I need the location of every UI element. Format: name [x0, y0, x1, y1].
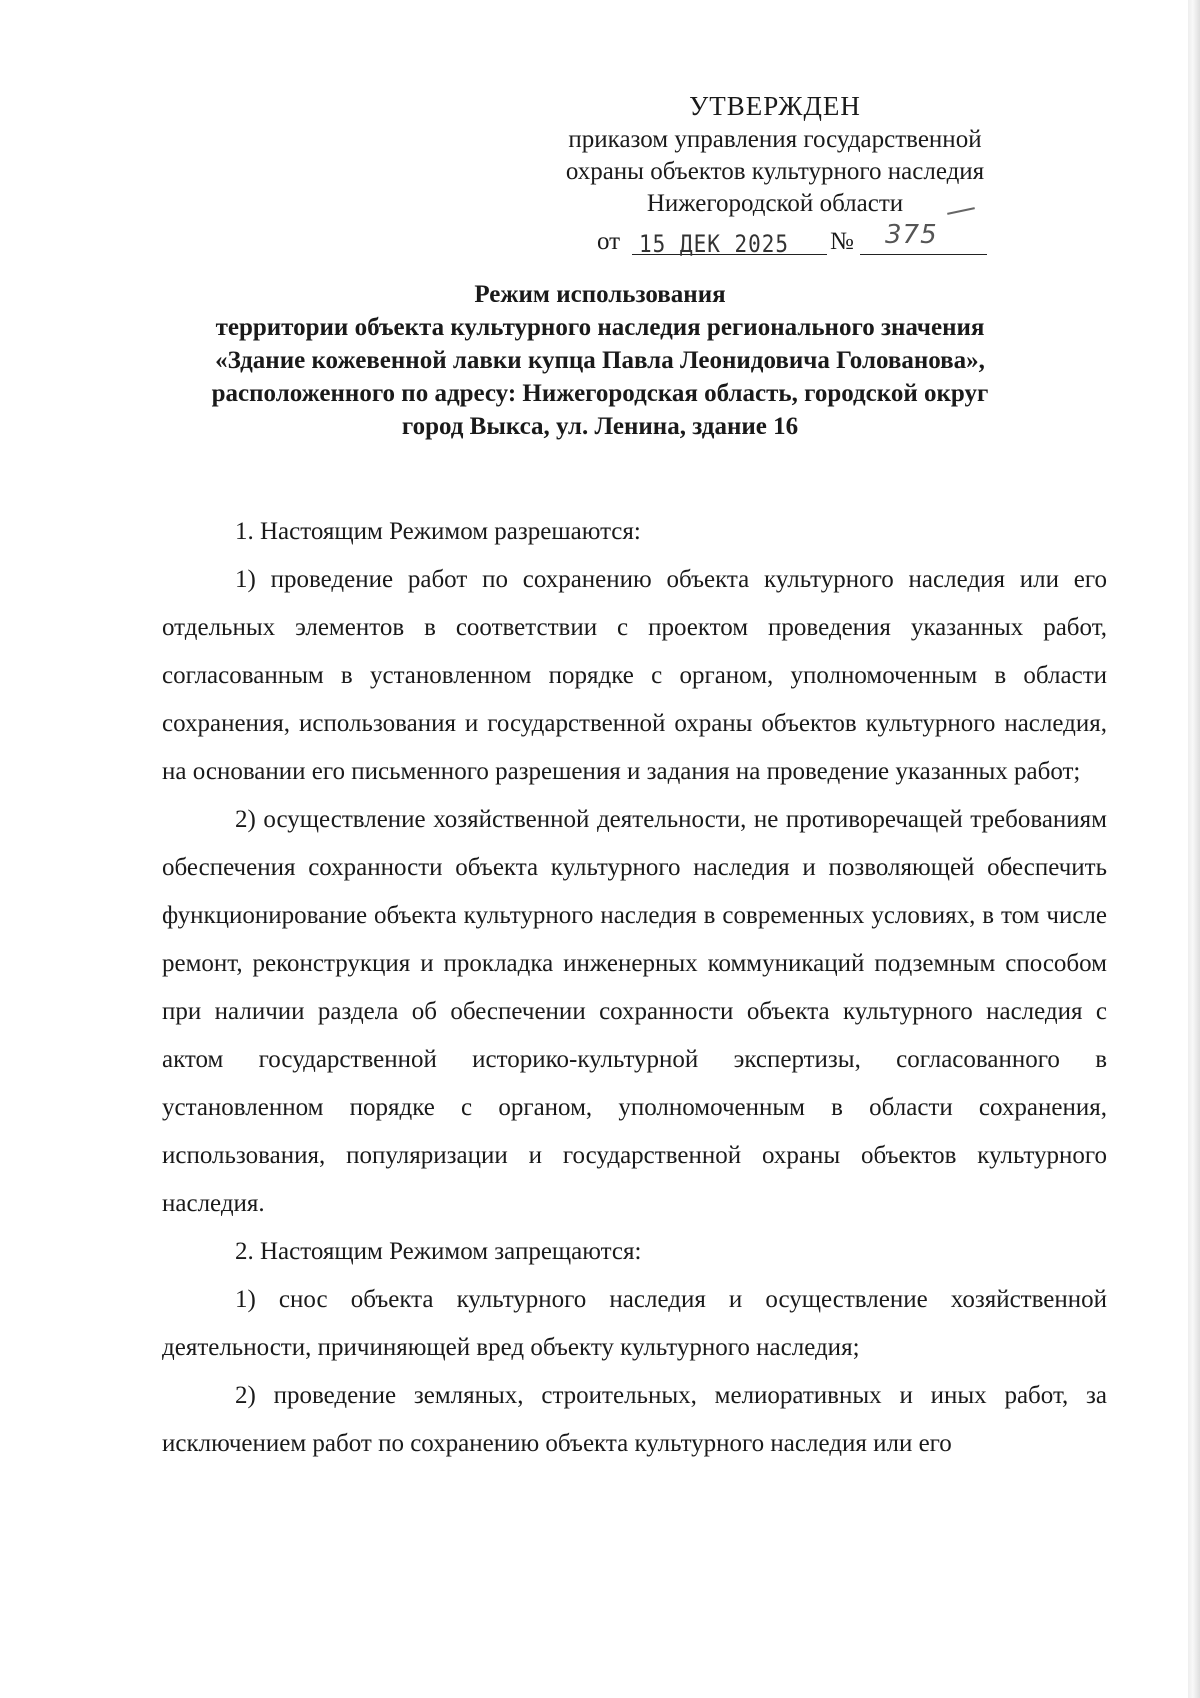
- title-line-5: город Выкса, ул. Ленина, здание 16: [401, 413, 799, 440]
- section-2-item-2: 2) проведение земляных, строительных, мелиоративных и иных работ, за исключением работ по сохранению объекта культурного наследия или его: [162, 1382, 1107, 1457]
- document-body: [162, 508, 1107, 1468]
- approval-line-1: приказом управления государственной: [568, 126, 982, 153]
- title-line-1: Режим использования: [474, 281, 726, 308]
- date-prefix: от: [597, 228, 621, 255]
- handwritten-order-number: 375: [885, 220, 938, 250]
- order-date-number-row: [597, 220, 1017, 262]
- section-2-item-1: 1) снос объекта культурного наследия и осуществление хозяйственной деятельности, причиняющей вред объекту культурного наследия;: [162, 1286, 1107, 1361]
- title-line-4: расположенного по адресу: Нижегородская область, городской округ: [211, 380, 989, 407]
- approval-block: [520, 90, 1030, 220]
- scan-edge-shadow: [1188, 0, 1200, 1698]
- date-stamp: 15 ДЕК 2025: [639, 230, 790, 258]
- title-line-2: территории объекта культурного наследия регионального значения: [215, 314, 985, 341]
- approval-line-3: Нижегородской области: [646, 190, 904, 217]
- title-line-3: «Здание кожевенной лавки купца Павла Леонидовича Голованова»,: [215, 347, 985, 374]
- section-2-heading: 2. Настоящим Режимом запрещаются:: [235, 1238, 642, 1265]
- section-1-item-2: 2) осуществление хозяйственной деятельности, не противоречащей требованиям обеспечения сохранности объекта культурного наследия и позволяющей обеспечить функционирование объекта культурного наследия в современных условиях, в том числе ремонт, реконструкция и прокладка инженерных коммуникаций подземным способом при наличии раздела об обеспечении сохранности объекта культурного наследия с актом государственной историко-культурной экспертизы, согласованного в установленном порядке с органом, уполномоченным в области сохранения, использования, популяризации и государственной охраны объектов культурного наследия.: [162, 806, 1107, 1217]
- document-title: [100, 278, 1100, 443]
- section-1-item-1: 1) проведение работ по сохранению объекта культурного наследия или его отдельных элементов в соответствии с проектом проведения указанных работ, согласованным в установленном порядке с органом, уполномоченным в области сохранения, использования и государственной охраны объектов культурного наследия, на основании его письменного разрешения и задания на проведение указанных работ;: [162, 566, 1107, 785]
- approval-heading: УТВЕРЖДЕН: [689, 91, 861, 121]
- number-sign: №: [830, 228, 854, 255]
- section-1-heading: 1. Настоящим Режимом разрешаются:: [235, 518, 641, 545]
- approval-line-2: охраны объектов культурного наследия: [565, 158, 985, 185]
